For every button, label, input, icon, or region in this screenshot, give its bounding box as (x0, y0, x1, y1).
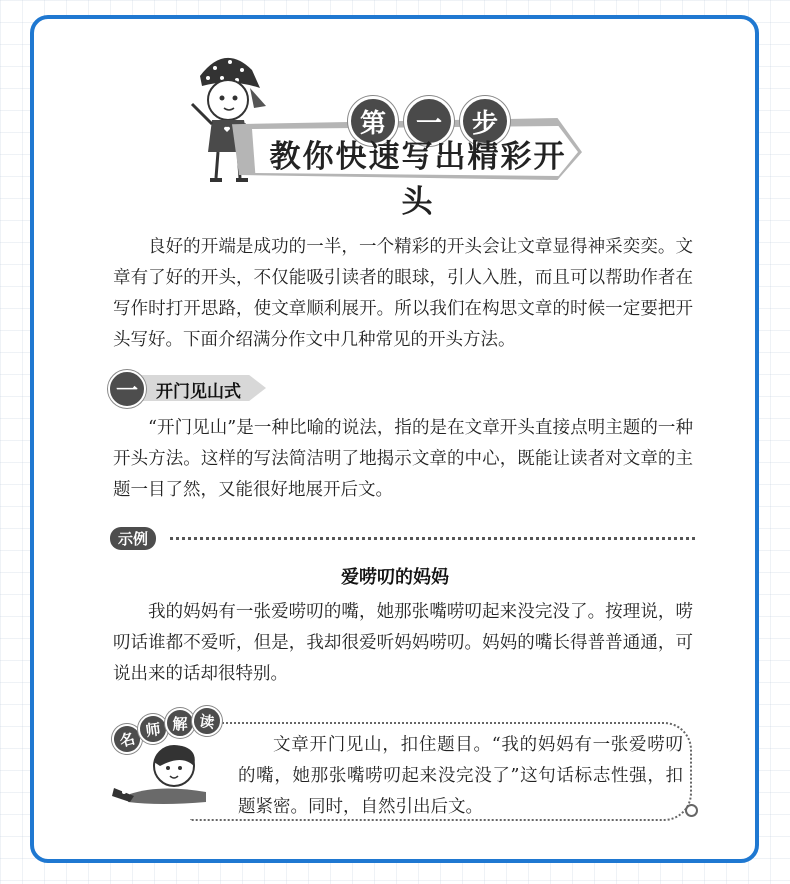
example-divider (110, 527, 695, 549)
step-char: 一 (404, 96, 454, 146)
page-title: 教你快速写出精彩开头 (269, 139, 567, 220)
step-char: 步 (460, 96, 510, 146)
kid-illustration (110, 740, 220, 810)
section-paragraph: “开门见山”是一种比喻的说法，指的是在文章开头直接点明主题的一种开头方法。这样的写法简洁明了地揭示文章的中心，既能让读者对文章的主题一目了然，又能很好地展开后文。 (113, 418, 693, 500)
intro-paragraph: 良好的开端是成功的一半，一个精彩的开头会让文章显得神采奕奕。文章有了好的开头，不仅能吸引读者的眼球，引人入胜，而且可以帮助作者在写作时打开思路，使文章顺利展开。所以我们在构思文章的时候一定要把开头写好。下面介绍满分作文中几种常见的开头方法。 (113, 237, 693, 350)
dotted-rule (170, 537, 695, 540)
example-badge: 示例 (110, 527, 156, 550)
label-char: 读 (190, 704, 224, 738)
section-title: 开门见山式 (156, 382, 241, 402)
essay-title: 爱唠叨的妈妈 (341, 567, 449, 588)
label-char: 名 (109, 721, 146, 758)
section-number: 一 (108, 370, 146, 408)
review-paragraph: 文章开门见山，扣住题目。“我的妈妈有一张爱唠叨的嘴，她那张嘴唠叨起来没完没了”这句话标志性强，扣题紧密。同时，自然引出后文。 (238, 735, 683, 817)
essay-paragraph: 我的妈妈有一张爱唠叨的嘴，她那张嘴唠叨起来没完没了。按理说，唠叨话谁都不爱听，但是，我却很爱听妈妈唠叨。妈妈的嘴长得普普通通，可说出来的话却很特别。 (113, 602, 693, 684)
label-char: 师 (136, 712, 170, 746)
label-char: 解 (165, 708, 195, 738)
review-dot (685, 804, 698, 817)
step-char: 第 (348, 96, 398, 146)
